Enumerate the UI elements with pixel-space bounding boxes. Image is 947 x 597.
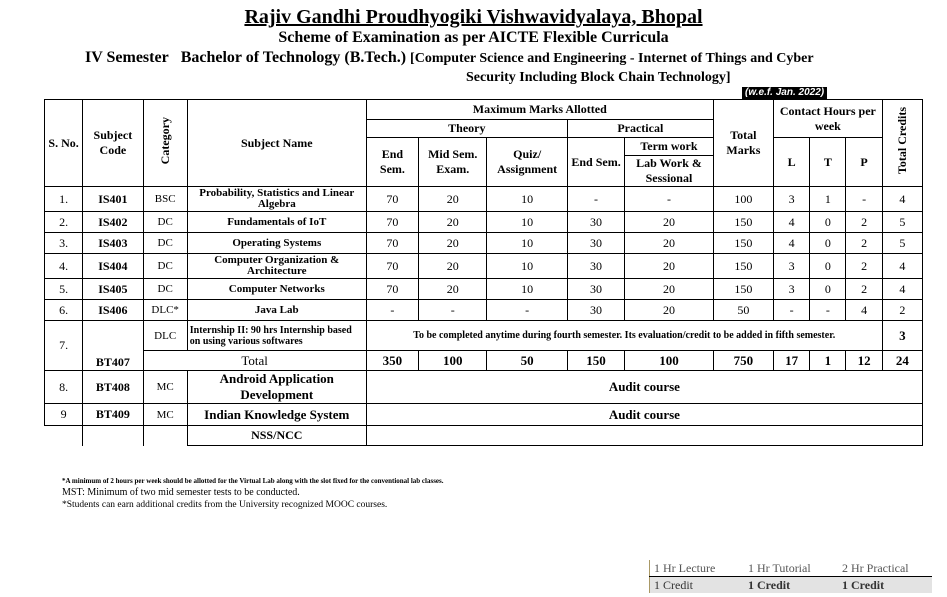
legend-credit-practical: 1 Credit [838,577,932,594]
legend-practical: 2 Hr Practical [838,560,932,577]
header-contact-hours: Contact Hours per week [774,100,883,138]
page-subtitle: Scheme of Examination as per AICTE Flexible Curricula [278,29,669,46]
header-subject-name: Subject Name [187,100,366,187]
course-code: IS402 [83,212,143,233]
course-l: 3 [774,279,810,300]
course-end-sem: - [366,300,418,321]
header-max-marks: Maximum Marks Allotted [366,100,713,120]
wef-badge: (w.e.f. Jan. 2022) [742,87,827,99]
course-p: 2 [846,279,882,300]
course-lab-work: 20 [625,233,714,254]
total-credits: 24 [882,351,922,371]
course-category: DC [143,279,187,300]
header-lab-work: Lab Work & Sessional [625,156,714,187]
credit-legend [649,560,932,593]
course-practical-end: 30 [567,279,624,300]
internship-code: BT407 [83,321,143,371]
course-t: 0 [810,279,846,300]
header-p: P [846,138,882,187]
audit-note: Audit course [366,404,922,426]
total-p: 12 [846,351,882,371]
course-credits: 4 [882,187,922,212]
course-lab-work: - [625,187,714,212]
course-p: - [846,187,882,212]
course-practical-end: - [567,187,624,212]
audit-sno: 8. [45,371,83,404]
total-t: 1 [810,351,846,371]
course-lab-work: 20 [625,279,714,300]
course-credits: 5 [882,212,922,233]
course-p: 2 [846,254,882,279]
total-mid-sem: 100 [419,351,487,371]
header-l: L [774,138,810,187]
total-label: Total [143,351,366,371]
table-row [45,300,923,321]
header-category: Category [143,100,187,187]
degree-label: Bachelor of Technology (B.Tech.) [180,49,407,66]
internship-name: Internship II: 90 hrs Internship based on using various softwares [187,321,366,351]
course-practical-end: 30 [567,233,624,254]
course-name: Operating Systems [187,233,366,254]
legend-tutorial: 1 Hr Tutorial [744,560,838,577]
header-total-credits: Total Credits [882,100,922,187]
semester-label: IV Semester [85,49,169,66]
course-name: Fundamentals of IoT [187,212,366,233]
legend-credit-tutorial: 1 Credit [744,577,838,594]
course-sno: 2. [45,212,83,233]
course-lab-work: 20 [625,212,714,233]
audit-note: Audit course [366,371,922,404]
course-total-marks: 50 [713,300,773,321]
course-credits: 4 [882,279,922,300]
course-lab-work: 20 [625,254,714,279]
header-quiz: Quiz/ Assignment [487,138,567,187]
course-sno: 6. [45,300,83,321]
course-sno: 3. [45,233,83,254]
course-code: IS404 [83,254,143,279]
internship-category: DLC [143,321,187,351]
total-end-sem: 350 [366,351,418,371]
course-mid-sem: 20 [419,254,487,279]
course-practical-end: 30 [567,300,624,321]
course-quiz: 10 [487,212,567,233]
table-row [45,279,923,300]
course-l: 3 [774,187,810,212]
course-t: 0 [810,233,846,254]
course-sno: 5. [45,279,83,300]
table-row [45,233,923,254]
course-quiz: - [487,300,567,321]
course-mid-sem: 20 [419,279,487,300]
header-practical-end-sem: End Sem. [567,138,624,187]
course-name: Computer Networks [187,279,366,300]
total-marks: 750 [713,351,773,371]
course-t: 0 [810,212,846,233]
course-category: DC [143,233,187,254]
course-mid-sem: - [419,300,487,321]
course-sno: 4. [45,254,83,279]
course-l: 3 [774,254,810,279]
table-row [45,212,923,233]
course-credits: 2 [882,300,922,321]
audit-code: BT409 [83,404,143,426]
course-code: IS406 [83,300,143,321]
course-code: IS405 [83,279,143,300]
branch-line-2: Security Including Block Chain Technology] [466,70,731,85]
course-practical-end: 30 [567,254,624,279]
course-end-sem: 70 [366,212,418,233]
course-end-sem: 70 [366,254,418,279]
header-practical: Practical [567,120,713,138]
course-mid-sem: 20 [419,233,487,254]
scheme-table [44,99,923,446]
course-total-marks: 150 [713,233,773,254]
footnote-virtual-lab: *A minimum of 2 hours per week should be allotted for the Virtual Lab along with the slot fixed for the conventional lab classes. [62,477,444,485]
total-practical-end: 150 [567,351,624,371]
legend-credit-lecture: 1 Credit [650,577,745,594]
header-t: T [810,138,846,187]
course-total-marks: 150 [713,279,773,300]
audit-category: MC [143,371,187,404]
course-code: IS401 [83,187,143,212]
footnote-mst: MST: Minimum of two mid semester tests to be conducted. [62,487,300,498]
internship-credits: 3 [882,321,922,351]
course-l: 4 [774,212,810,233]
header-end-sem: End Sem. [366,138,418,187]
legend-lecture: 1 Hr Lecture [650,560,745,577]
header-total-marks: Total Marks [713,100,773,187]
course-name: Probability, Statistics and Linear Algebra [187,187,366,212]
course-end-sem: 70 [366,233,418,254]
internship-note: To be completed anytime during fourth semester. Its evaluation/credit to be added in fifth semester. [366,321,882,351]
table-row [45,254,923,279]
course-total-marks: 150 [713,212,773,233]
course-credits: 4 [882,254,922,279]
audit-name: Indian Knowledge System [187,404,366,426]
footnote-mooc: *Students can earn additional credits from the University recognized MOOC courses. [62,500,388,510]
course-practical-end: 30 [567,212,624,233]
total-quiz: 50 [487,351,567,371]
course-lab-work: 20 [625,300,714,321]
audit-category: MC [143,404,187,426]
course-category: DLC* [143,300,187,321]
course-mid-sem: 20 [419,212,487,233]
course-t: 1 [810,187,846,212]
header-sno: S. No. [45,100,83,187]
internship-sno: 7. [45,321,83,371]
audit-sno: 9 [45,404,83,426]
course-end-sem: 70 [366,279,418,300]
course-total-marks: 150 [713,254,773,279]
branch-line-1: [Computer Science and Engineering - Internet of Things and Cyber [410,51,814,66]
course-p: 2 [846,233,882,254]
course-category: BSC [143,187,187,212]
course-credits: 5 [882,233,922,254]
course-t: 0 [810,254,846,279]
course-name: Java Lab [187,300,366,321]
course-l: - [774,300,810,321]
course-l: 4 [774,233,810,254]
course-category: DC [143,254,187,279]
header-subject-code: Subject Code [83,100,143,187]
course-end-sem: 70 [366,187,418,212]
course-mid-sem: 20 [419,187,487,212]
course-quiz: 10 [487,279,567,300]
course-quiz: 10 [487,254,567,279]
course-p: 2 [846,212,882,233]
course-sno: 1. [45,187,83,212]
table-row [45,187,923,212]
page-title: Rajiv Gandhi Proudhyogiki Vishwavidyalaya, Bhopal [244,6,703,28]
course-code: IS403 [83,233,143,254]
header-term-work: Term work [625,138,714,156]
total-l: 17 [774,351,810,371]
total-lab: 100 [625,351,714,371]
course-quiz: 10 [487,187,567,212]
header-theory: Theory [366,120,567,138]
header-mid-sem: Mid Sem. Exam. [419,138,487,187]
audit-name: Android Application Development [187,371,366,404]
program-line [85,49,814,67]
course-p: 4 [846,300,882,321]
course-t: - [810,300,846,321]
nss-ncc-label: NSS/NCC [187,426,366,446]
course-total-marks: 100 [713,187,773,212]
audit-code: BT408 [83,371,143,404]
course-quiz: 10 [487,233,567,254]
course-name: Computer Organization & Architecture [187,254,366,279]
course-category: DC [143,212,187,233]
